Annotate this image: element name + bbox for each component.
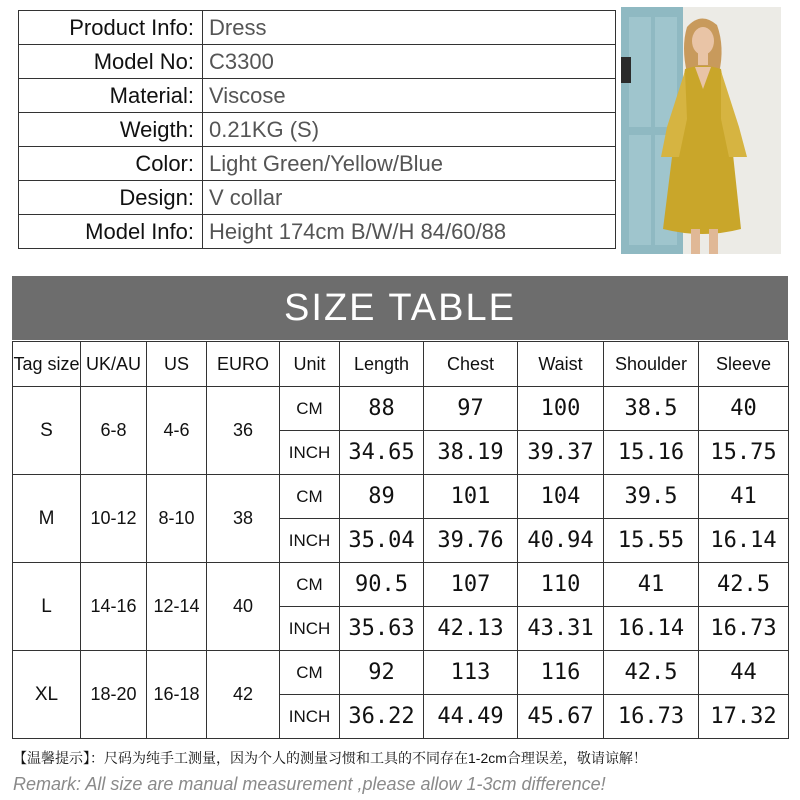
tag-size-cell: M [13, 475, 81, 563]
info-row-color [19, 147, 616, 181]
leg-right [709, 229, 718, 254]
info-row-model-info [19, 215, 616, 249]
header-uk-au: UK/AU [81, 342, 147, 387]
length-cell: 89 [340, 475, 424, 519]
info-label: Product Info: [19, 11, 203, 45]
unit-cell: CM [280, 387, 340, 431]
unit-cell: CM [280, 475, 340, 519]
waist-cell: 45.67 [518, 695, 604, 739]
length-cell: 90.5 [340, 563, 424, 607]
door-hinge [621, 57, 631, 83]
chest-cell: 42.13 [424, 607, 518, 651]
info-row-product [19, 11, 616, 45]
chest-cell: 113 [424, 651, 518, 695]
table-row [13, 387, 789, 431]
shoulder-cell: 41 [604, 563, 699, 607]
us-cell: 4-6 [147, 387, 207, 475]
info-label: Model Info: [19, 215, 203, 249]
info-value: Height 174cm B/W/H 84/60/88 [203, 215, 616, 249]
shoulder-cell: 15.16 [604, 431, 699, 475]
sleeve-cell: 40 [699, 387, 789, 431]
waist-cell: 116 [518, 651, 604, 695]
waist-cell: 40.94 [518, 519, 604, 563]
chest-cell: 44.49 [424, 695, 518, 739]
shoulder-cell: 38.5 [604, 387, 699, 431]
info-label: Design: [19, 181, 203, 215]
waist-cell: 110 [518, 563, 604, 607]
waist-cell: 100 [518, 387, 604, 431]
table-row [13, 651, 789, 695]
header-unit: Unit [280, 342, 340, 387]
length-cell: 88 [340, 387, 424, 431]
sleeve-cell: 16.73 [699, 607, 789, 651]
info-label: Material: [19, 79, 203, 113]
tag-size-cell: XL [13, 651, 81, 739]
tag-size-cell: L [13, 563, 81, 651]
uk-au-cell: 14-16 [81, 563, 147, 651]
info-value: Viscose [203, 79, 616, 113]
sleeve-cell: 44 [699, 651, 789, 695]
info-value: Light Green/Yellow/Blue [203, 147, 616, 181]
us-cell: 8-10 [147, 475, 207, 563]
waist-cell: 43.31 [518, 607, 604, 651]
info-value: 0.21KG (S) [203, 113, 616, 147]
unit-cell: INCH [280, 607, 340, 651]
chest-cell: 39.76 [424, 519, 518, 563]
table-row [13, 563, 789, 607]
door-panel [629, 135, 651, 245]
unit-cell: INCH [280, 431, 340, 475]
header-chest: Chest [424, 342, 518, 387]
sleeve-cell: 42.5 [699, 563, 789, 607]
length-cell: 34.65 [340, 431, 424, 475]
euro-cell: 38 [207, 475, 280, 563]
sleeve-cell: 17.32 [699, 695, 789, 739]
waist-cell: 39.37 [518, 431, 604, 475]
door-panel [629, 17, 651, 127]
header-length: Length [340, 342, 424, 387]
euro-cell: 36 [207, 387, 280, 475]
shoulder-cell: 16.73 [604, 695, 699, 739]
header-sleeve: Sleeve [699, 342, 789, 387]
info-label: Model No: [19, 45, 203, 79]
us-cell: 12-14 [147, 563, 207, 651]
length-cell: 92 [340, 651, 424, 695]
info-value: V collar [203, 181, 616, 215]
euro-cell: 40 [207, 563, 280, 651]
shoulder-cell: 42.5 [604, 651, 699, 695]
unit-cell: CM [280, 563, 340, 607]
shoulder-cell: 15.55 [604, 519, 699, 563]
us-cell: 16-18 [147, 651, 207, 739]
unit-cell: INCH [280, 519, 340, 563]
face [692, 27, 714, 55]
product-photo [621, 7, 781, 254]
sleeve-cell: 15.75 [699, 431, 789, 475]
header-euro: EURO [207, 342, 280, 387]
info-row-design [19, 181, 616, 215]
tag-size-cell: S [13, 387, 81, 475]
size-table-title: SIZE TABLE [12, 276, 788, 340]
info-value: Dress [203, 11, 616, 45]
info-label: Weigth: [19, 113, 203, 147]
neck [698, 53, 708, 65]
header-tag-size: Tag size [13, 342, 81, 387]
leg-left [691, 229, 700, 254]
waist-cell: 104 [518, 475, 604, 519]
unit-cell: CM [280, 651, 340, 695]
length-cell: 35.63 [340, 607, 424, 651]
size-table [12, 341, 789, 739]
info-label: Color: [19, 147, 203, 181]
info-row-weight [19, 113, 616, 147]
sleeve-cell: 16.14 [699, 519, 789, 563]
uk-au-cell: 10-12 [81, 475, 147, 563]
info-row-model-no [19, 45, 616, 79]
size-table-header-row [13, 342, 789, 387]
length-cell: 35.04 [340, 519, 424, 563]
chest-cell: 101 [424, 475, 518, 519]
header-shoulder: Shoulder [604, 342, 699, 387]
chest-cell: 107 [424, 563, 518, 607]
header-us: US [147, 342, 207, 387]
header-waist: Waist [518, 342, 604, 387]
info-value: C3300 [203, 45, 616, 79]
chest-cell: 97 [424, 387, 518, 431]
euro-cell: 42 [207, 651, 280, 739]
remark-chinese: 【温馨提示】：尺码为纯手工测量，因为个人的测量习惯和工具的不同存在1-2cm合理误差，敬请谅解！ [13, 750, 647, 766]
uk-au-cell: 18-20 [81, 651, 147, 739]
shoulder-cell: 39.5 [604, 475, 699, 519]
info-row-material [19, 79, 616, 113]
unit-cell: INCH [280, 695, 340, 739]
product-info-table [18, 10, 616, 249]
chest-cell: 38.19 [424, 431, 518, 475]
shoulder-cell: 16.14 [604, 607, 699, 651]
length-cell: 36.22 [340, 695, 424, 739]
sleeve-cell: 41 [699, 475, 789, 519]
remark-english: Remark: All size are manual measurement ,please allow 1-3cm difference! [13, 774, 606, 794]
table-row [13, 475, 789, 519]
model-illustration [621, 7, 781, 254]
uk-au-cell: 6-8 [81, 387, 147, 475]
